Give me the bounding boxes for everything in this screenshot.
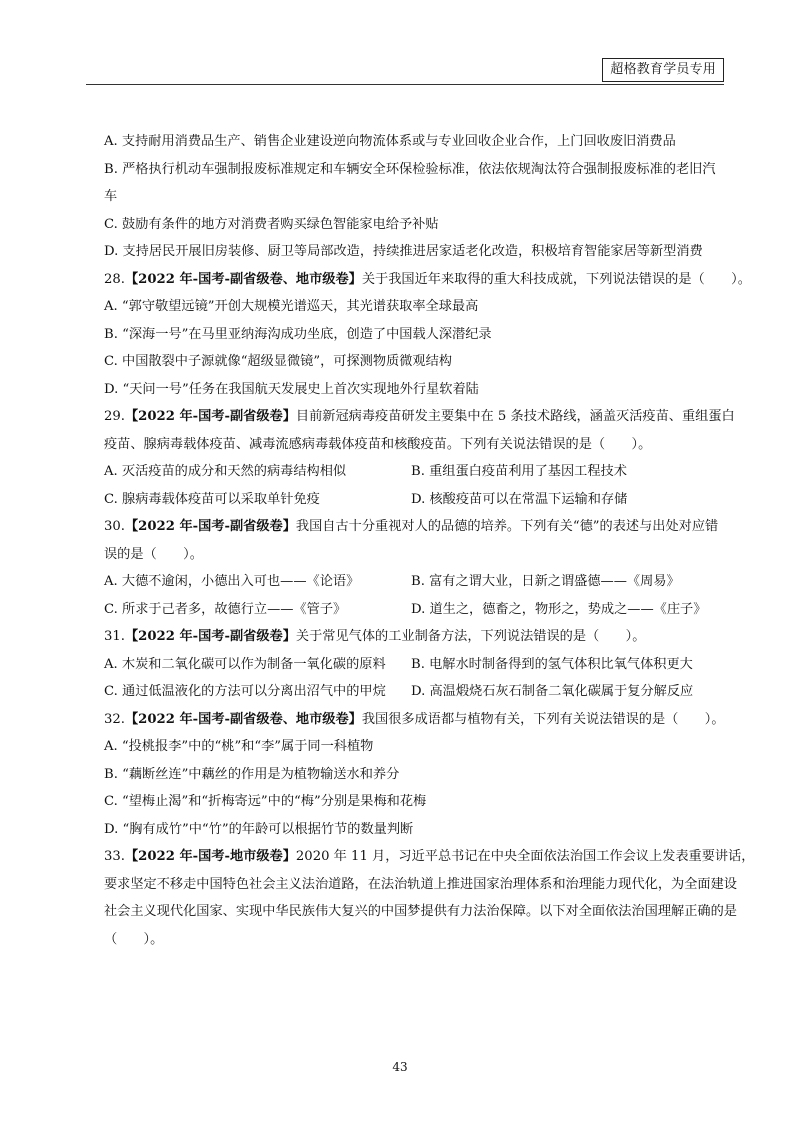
option-d: D. 支持居民开展旧房装修、厨卫等局部改造，持续推进居家适老化改造，积极培育智能家居等新型消费 bbox=[104, 244, 703, 259]
question-number: 30. bbox=[104, 519, 125, 534]
option-d: D. “天问一号”任务在我国航天发展史上首次实现地外行星软着陆 bbox=[104, 381, 479, 397]
option-b: B. 重组蛋白疫苗利用了基因工程技术 bbox=[411, 464, 627, 479]
question-text-continued: 疫苗、腺病毒载体疫苗、减毒流感病毒载体疫苗和核酸疫苗。下列有关说法错误的是（ ）。 bbox=[104, 436, 652, 452]
question-stem bbox=[104, 706, 725, 734]
option-b-continued: 车 bbox=[104, 189, 118, 204]
question-stem bbox=[104, 843, 755, 871]
option-a: A. 支持耐用消费品生产、销售企业建设逆向物流体系或与专业回收企业合作，上门回收废旧消费品 bbox=[104, 134, 676, 149]
option-b: B. 严格执行机动车强制报废标准规定和车辆安全环保检验标准，依法依规淘汰符合强制报废标准的老旧汽 bbox=[104, 161, 716, 177]
question-text-continued: 社会主义现代化国家、实现中华民族伟大复兴的中国梦提供有力法治保障。以下对全面依法治国理解正确的是 bbox=[104, 904, 737, 919]
question-text: 我国自古十分重视对人的品德的培养。下列有关“德”的表述与出处对应错 bbox=[295, 519, 719, 534]
question-stem bbox=[104, 513, 718, 541]
question-source-tag: 【2022 年-国考-副省级卷】 bbox=[124, 519, 296, 534]
question-32 bbox=[104, 706, 725, 844]
question-28 bbox=[104, 266, 751, 404]
header-divider bbox=[86, 84, 724, 85]
question-33 bbox=[104, 843, 755, 953]
option-c: C. 腺病毒载体疫苗可以采取单针免疫 bbox=[104, 491, 320, 507]
question-30 bbox=[104, 513, 718, 623]
option-b: B. 富有之谓大业，日新之谓盛德——《周易》 bbox=[411, 574, 680, 589]
option-d: D. 高温煅烧石灰石制备二氧化碳属于复分解反应 bbox=[411, 684, 694, 699]
option-a: A. 木炭和二氧化碳可以作为制备一氧化碳的原料 bbox=[104, 656, 386, 672]
option-d: D. “胸有成竹”中“竹”的年龄可以根据竹节的数量判断 bbox=[104, 821, 414, 837]
option-c: C. 鼓励有条件的地方对消费者购买绿色智能家电给予补贴 bbox=[104, 216, 439, 232]
question-source-tag: 【2022 年-国考-副省级卷】 bbox=[124, 629, 296, 644]
question-text: 我国很多成语都与植物有关，下列有关说法错误的是（ ）。 bbox=[361, 711, 725, 727]
question-number: 29. bbox=[104, 409, 125, 424]
question-number: 33. bbox=[104, 849, 125, 864]
question-source-tag: 【2022 年-国考-副省级卷】 bbox=[124, 409, 296, 424]
question-stem bbox=[104, 623, 718, 651]
option-c: C. 通过低温液化的方法可以分离出沼气中的甲烷 bbox=[104, 684, 386, 699]
question-text: 关于常见气体的工业制备方法，下列说法错误的是（ ）。 bbox=[295, 629, 646, 644]
option-a: A. “郭守敬望远镜”开创大规模光谱巡天，其光谱获取率全球最高 bbox=[104, 299, 479, 314]
option-c: C. 所求于己者多，故德行立——《管子》 bbox=[104, 601, 347, 617]
option-a: A. 大德不逾闲，小德出入可也——《论语》 bbox=[104, 574, 360, 589]
question-number: 32. bbox=[104, 711, 125, 727]
page-number: 43 bbox=[392, 1060, 408, 1074]
options-row bbox=[104, 678, 718, 706]
question-text: 2020 年 11 月，习近平总书记在中央全面依法治国工作会议上发表重要讲话， bbox=[295, 849, 755, 864]
option-b: B. “藕断丝连”中藕丝的作用是为植物输送水和养分 bbox=[104, 766, 400, 782]
question-text: 关于我国近年来取得的重大科技成就，下列说法错误的是（ ）。 bbox=[361, 271, 751, 287]
question-source-tag: 【2022 年-国考-副省级卷、地市级卷】 bbox=[124, 711, 362, 727]
header-badge: 超格教育学员专用 bbox=[602, 58, 724, 82]
options-row bbox=[104, 568, 718, 596]
question-text-continued: 要求坚定不移走中国特色社会主义法治道路，在法治轨道上推进国家治理体系和治理能力现代化，为全面建设 bbox=[104, 876, 737, 892]
option-b: B. 电解水时制备得到的氢气体积比氧气体积更大 bbox=[411, 656, 693, 672]
option-d: D. 道生之，德畜之，物形之，势成之——《庄子》 bbox=[411, 601, 707, 617]
question-stem bbox=[104, 266, 751, 294]
option-c: C. 中国散裂中子源就像“超级显微镜”，可探测物质微观结构 bbox=[104, 354, 452, 369]
question-text-continued: （ ）。 bbox=[104, 931, 164, 947]
page-content bbox=[104, 128, 755, 953]
options-row bbox=[104, 486, 718, 514]
question-31 bbox=[104, 623, 718, 706]
option-b: B. “深海一号”在马里亚纳海沟成功坐底，创造了中国载人深潜纪录 bbox=[104, 326, 492, 342]
question-text-continued: 误的是（ ）。 bbox=[104, 546, 203, 562]
previous-question-options bbox=[104, 128, 718, 266]
option-c: C. “望梅止渴”和“折梅寄远”中的“梅”分别是果梅和花梅 bbox=[104, 794, 427, 809]
question-source-tag: 【2022 年-国考-地市级卷】 bbox=[124, 849, 296, 864]
question-number: 28. bbox=[104, 271, 125, 287]
option-a: A. 灭活疫苗的成分和天然的病毒结构相似 bbox=[104, 464, 347, 479]
question-number: 31. bbox=[104, 629, 125, 644]
option-d: D. 核酸疫苗可以在常温下运输和存储 bbox=[411, 491, 628, 507]
question-29 bbox=[104, 403, 735, 513]
question-source-tag: 【2022 年-国考-副省级卷、地市级卷】 bbox=[124, 271, 362, 287]
options-row bbox=[104, 651, 718, 679]
question-text: 目前新冠病毒疫苗研发主要集中在 5 条技术路线，涵盖灭活疫苗、重组蛋白 bbox=[295, 409, 735, 424]
options-row bbox=[104, 596, 718, 624]
options-row bbox=[104, 458, 718, 486]
option-a: A. “投桃报李”中的“桃”和“李”属于同一科植物 bbox=[104, 739, 374, 754]
question-stem bbox=[104, 403, 735, 431]
